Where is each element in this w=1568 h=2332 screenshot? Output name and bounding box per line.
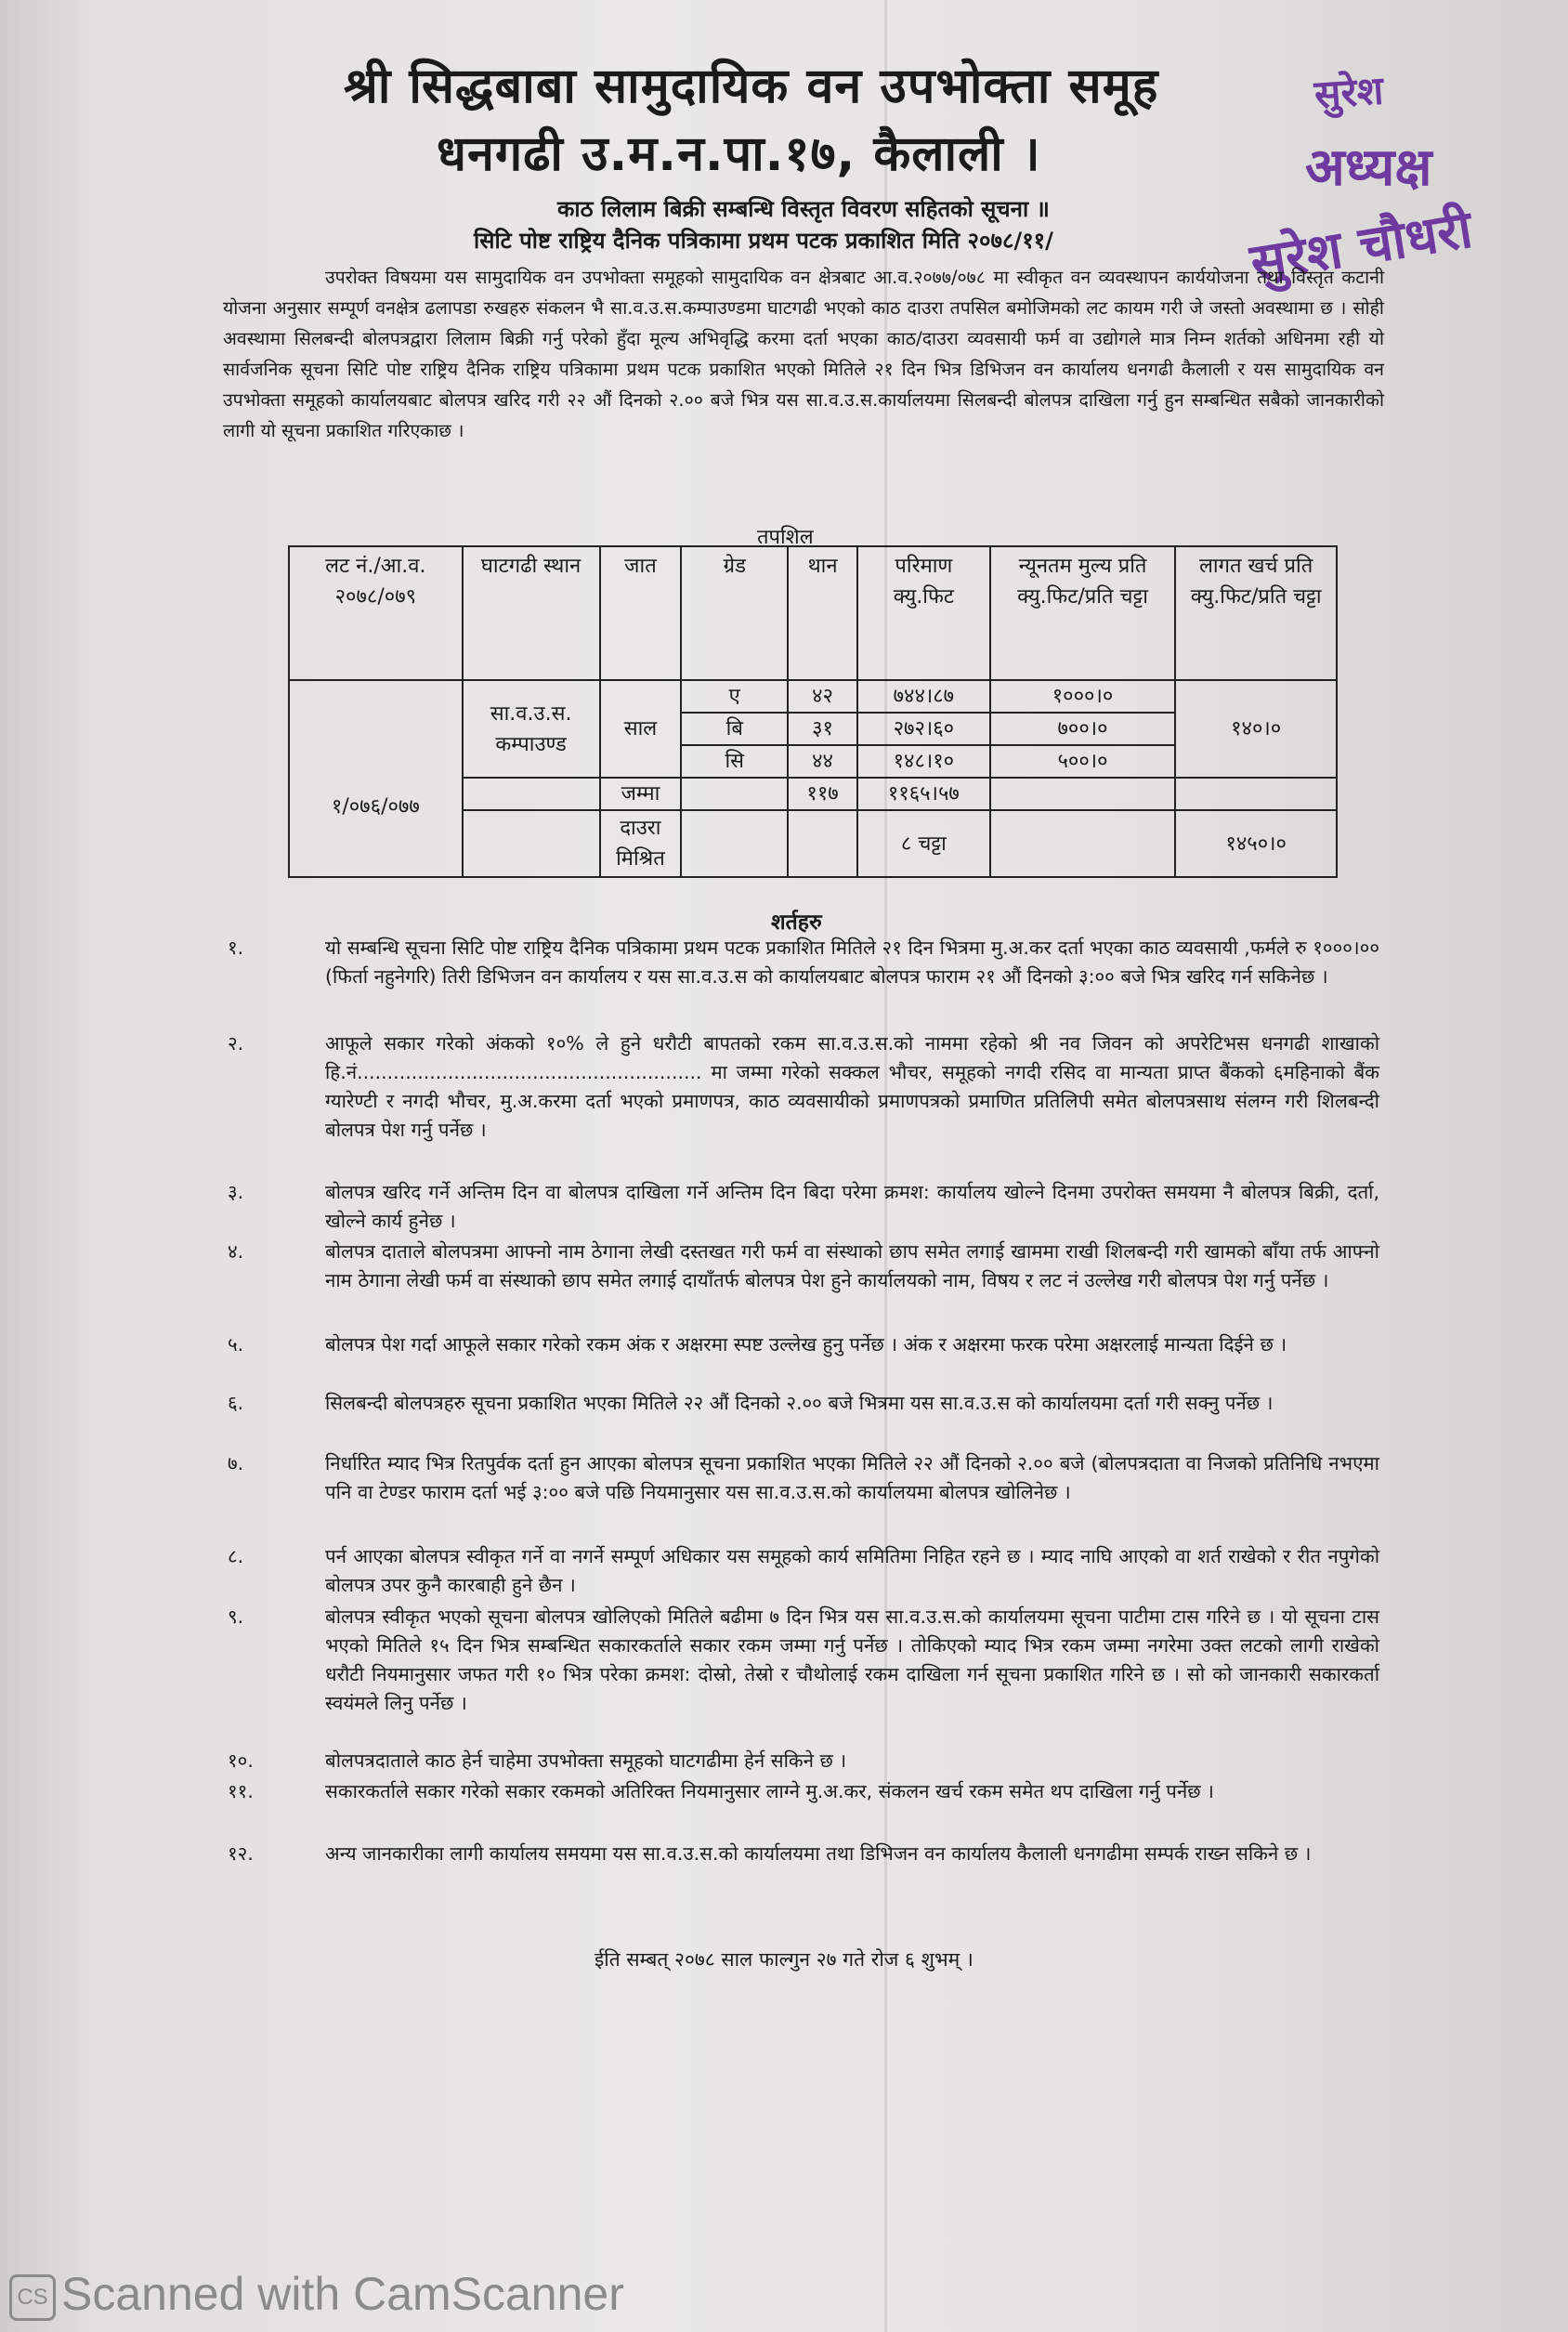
condition-number: ६. — [228, 1392, 244, 1414]
org-title: श्री सिद्धबाबा सामुदायिक वन उपभोक्ता समूह — [344, 59, 1159, 114]
closing-date-line: ईति सम्बत् २०७८ साल फाल्गुन २७ गते रोज ६ शुभम् । — [595, 1948, 973, 1971]
intro-paragraph: उपरोक्त विषयमा यस सामुदायिक वन उपभोक्ता समूहको सामुदायिक वन क्षेत्रबाट आ.व.२०७७/०७८ मा स्वीकृत वन व्यवस्थापन कार्ययोजना तथा विस्तृत कटानी योजना अनुसार सम्पूर्ण वनक्षेत्र ढलापडा रुखहरु संकलन भै सा.व.उ.स.कम्पाउण्डमा घाटगढी भएको काठ दाउरा तपसिल बमोजिमको लट कायम गरी जे जस्तो अवस्थामा छ । सोही अवस्थामा सिलबन्दी बोलपत्रद्वारा लिलाम बिक्री गर्नु परेको हुँदा मूल्य अभिवृद्धि करमा दर्ता भएका काठ/दाउरा व्यवसायी फर्म वा उद्योगले मात्र निम्न शर्तको अधिनमा रही यो सार्वजनिक सूचना सिटि पोष्ट राष्ट्रिय दैनिक राष्ट्रिय पत्रिकामा प्रथम पटक प्रकाशित भएको मितिले २१ दिन भित्र डिभिजन वन कार्यालय धनगढी कैलाली र यस सामुदायिक वन उपभोक्ता समूहको कार्यालयबाट बोलपत्र खरिद गरी २२ औं दिनको २.०० बजे भित्र यस सा.व.उ.स.कार्यालयमा सिलबन्दी बोलपत्र दाखिला गर्नु हुन सम्बन्धित सबैको जानकारीको लागी यो सूचना प्रकाशित गरिएकाछ । — [223, 267, 1384, 441]
condition-text: बोलपत्र खरिद गर्ने अन्तिम दिन वा बोलपत्र दाखिला गर्ने अन्तिम दिन बिदा परेमा क्रमश: कार्यालय खोल्ने दिनमा उपरोक्त समयमा नै बोलपत्र बिक्री, दर्ता, खोल्ने कार्य हुनेछ । — [325, 1181, 1379, 1232]
lot-number: १/०७६/०७७ — [289, 680, 463, 877]
col-logs: थान — [788, 546, 857, 680]
org-address: धनगढी उ.म.न.पा.१७, कैलाली । — [437, 126, 1041, 182]
species-cell: साल — [600, 680, 682, 778]
grade-cell: ए — [681, 680, 788, 713]
col-volume: परिमाण क्यु.फिट — [857, 546, 990, 680]
condition-text: बोलपत्र स्वीकृत भएको सूचना बोलपत्र खोलिएको मितिले बढीमा ७ दिन भित्र यस सा.व.उ.स.को कार्यालयमा सूचना पाटीमा टास गरिने छ । यो सूचना टास भएको मितिले १५ दिन भित्र सम्बन्धित सकारकर्ताले सकार रकम जम्मा गर्नु पर्नेछ । तोकिएको म्याद भित्र रकम जम्मा नगरेमा उक्त लटको लागी राखेको धरौटी नियमानुसार जफत गरी १० भित्र परेका क्रमश: दोस्रो, तेस्रो र चौथोलाई रकम दाखिला गर्न सूचना प्रकाशित गरिने छ । सो को जानकारी सकारकर्ता स्वयंमले लिनु पर्नेछ । — [325, 1605, 1379, 1714]
condition-number: ७. — [228, 1452, 244, 1474]
col-place: घाटगढी स्थान — [463, 546, 600, 680]
table-row — [289, 680, 1337, 713]
firewood-label: दाउरा मिश्रित — [600, 810, 682, 877]
condition-number: ४. — [228, 1240, 244, 1263]
col-min-price: न्यूनतम मुल्य प्रति क्यु.फिट/प्रति चट्टा — [990, 546, 1176, 680]
condition-number: ९. — [228, 1605, 244, 1628]
condition-number: २. — [228, 1032, 244, 1055]
col-cost: लागत खर्च प्रति क्यु.फिट/प्रति चट्टा — [1175, 546, 1337, 680]
table-header-row — [289, 546, 1337, 680]
publication-line: सिटि पोष्ट राष्ट्रिय दैनिक पत्रिकामा प्रथम पटक प्रकाशित मिति २०७८/११/ — [474, 228, 1053, 254]
firewood-cost: १४५०।० — [1175, 810, 1337, 877]
condition-number: ८. — [228, 1545, 244, 1567]
camscanner-watermark — [9, 2267, 624, 2321]
firewood-quantity: ८ चट्टा — [857, 810, 990, 877]
col-grade: ग्रेड — [681, 546, 788, 680]
camscanner-logo-icon: CS — [9, 2274, 56, 2321]
total-logs: ११७ — [788, 778, 857, 810]
notice-subtitle: काठ लिलाम बिक्री सम्बन्धि विस्तृत विवरण सहितको सूचना ॥ — [557, 196, 1050, 222]
condition-text: बोलपत्रदाताले काठ हेर्न चाहेमा उपभोक्ता समूहको घाटगढीमा हेर्न सकिने छ । — [325, 1749, 847, 1772]
volume-cell: २७२।६० — [857, 713, 990, 745]
condition-text: पर्न आएका बोलपत्र स्वीकृत गर्ने वा नगर्ने सम्पूर्ण अधिकार यस समूहको कार्य समितिमा निहित रहने छ । म्याद नाघि आएको वा शर्त राखेको र रीत नपुगेको बोलपत्र उपर कुनै कारबाही हुने छैन । — [325, 1545, 1379, 1596]
condition-text: सिलबन्दी बोलपत्रहरु सूचना प्रकाशित भएका मितिले २२ औं दिनको २.०० बजे भित्रमा यस सा.व.उ.स को कार्यालयमा दर्ता गरी सक्नु पर्नेछ । — [325, 1392, 1274, 1414]
condition-text: बोलपत्र दाताले बोलपत्रमा आफ्नो नाम ठेगाना लेखी दस्तखत गरी फर्म वा संस्थाको छाप समेत लगाई खाममा राखी शिलबन्दी गरी खामको बाँया तर्फ आफ्नो नाम ठेगाना लेखी फर्म वा संस्थाको छाप समेत लगाई दायाँतर्फ बोलपत्र पेश हुने कार्यालयको नाम, विषय र लट नं उल्लेख गरी बोलपत्र पेश गर्नु पर्नेछ । — [325, 1240, 1379, 1291]
condition-text: बोलपत्र पेश गर्दा आफूले सकार गरेको रकम अंक र अक्षरमा स्पष्ट उल्लेख हुनु पर्नेछ । अंक र अक्षरमा फरक परेमा अक्षरलाई मान्यता दिईने छ । — [325, 1333, 1287, 1356]
signature: सुरेश — [1313, 67, 1385, 118]
table-label: तपशिल — [757, 526, 814, 549]
min-price-cell: १०००।० — [990, 680, 1176, 713]
logs-cell: ४४ — [788, 745, 857, 778]
lot-details-table — [288, 545, 1338, 878]
condition-number: १. — [228, 937, 244, 959]
volume-cell: १४८।१० — [857, 745, 990, 778]
condition-number: ३. — [228, 1181, 244, 1203]
stamp-designation: अध्यक्ष — [1305, 138, 1432, 198]
place-cell: सा.व.उ.स. कम्पाउण्ड — [463, 680, 600, 778]
condition-text: यो सम्बन्धि सूचना सिटि पोष्ट राष्ट्रिय दैनिक पत्रिकामा प्रथम पटक प्रकाशित मितिले २१ दिन भित्रमा मु.अ.कर दर्ता भएका काठ व्यवसायी ,फर्मले रु १०००।०० (फिर्ता नहुनेगरि) तिरी डिभिजन वन कार्यालय र यस सा.व.उ.स को कार्यालयबाट बोलपत्र फाराम २१ औं दिनको ३:०० बजे भित्र खरिद गर्न सकिनेछ । — [325, 937, 1379, 988]
conditions-title: शर्तहरु — [771, 911, 822, 935]
condition-number: १०. — [228, 1749, 254, 1772]
cost-cell: १४०।० — [1175, 680, 1337, 778]
grade-cell: बि — [681, 713, 788, 745]
stamp-name: सुरेश चौधरी — [1246, 199, 1477, 295]
min-price-cell: ७००।० — [990, 713, 1176, 745]
volume-cell: ७४४।८७ — [857, 680, 990, 713]
condition-text: आफूले सकार गरेको अंकको १०% ले हुने धरौटी बापतको रकम सा.व.उ.स.को नाममा रहेको श्री नव जिवन को अपरेटिभस धनगढी शाखाको हि.नं......................................................... मा जम्मा गरेको सक्कल भौचर, समूहको नगदी रसिद वा मान्यता प्राप्त बैंकको ६महिनाको बैंक ग्यारेण्टी र नगदी भौचर, मु.अ.करमा दर्ता भएको प्रमाणपत्र, काठ व्यवसायीको प्रमाणपत्रको प्रमाणित प्रतिलिपी समेत बोलपत्रसाथ संलग्न गरी शिलबन्दी बोलपत्र पेश गर्नु पर्नेछ । — [325, 1032, 1379, 1141]
watermark-text: Scanned with CamScanner — [61, 2268, 624, 2320]
condition-text: निर्धारित म्याद भित्र रितपुर्वक दर्ता हुन आएका बोलपत्र सूचना प्रकाशित भएका मितिले २२ औं दिनको २.०० बजे (बोलपत्रदाता वा निजको प्रतिनिधि नभएमा पनि वा टेण्डर फाराम दर्ता भई ३:०० बजे पछि नियमानुसार यस सा.व.उ.स.को कार्यालयमा बोलपत्र खोलिनेछ । — [325, 1452, 1379, 1503]
total-volume: ११६५।५७ — [857, 778, 990, 810]
condition-number: १२. — [228, 1842, 254, 1865]
condition-number: ११. — [228, 1780, 254, 1802]
col-lot: लट नं./आ.व. २०७८/०७९ — [289, 546, 463, 680]
condition-text: अन्य जानकारीका लागी कार्यालय समयमा यस सा.व.उ.स.को कार्यालयमा तथा डिभिजन वन कार्यालय कैलाली धनगढीमा सम्पर्क राख्न सकिने छ । — [325, 1842, 1312, 1865]
total-label: जम्मा — [600, 778, 682, 810]
logs-cell: ३१ — [788, 713, 857, 745]
logs-cell: ४२ — [788, 680, 857, 713]
condition-number: ५. — [228, 1333, 244, 1356]
min-price-cell: ५००।० — [990, 745, 1176, 778]
grade-cell: सि — [681, 745, 788, 778]
condition-text: सकारकर्ताले सकार गरेको सकार रकमको अतिरिक्त नियमानुसार लाग्ने मु.अ.कर, संकलन खर्च रकम समेत थप दाखिला गर्नु पर्नेछ । — [325, 1780, 1214, 1802]
col-species: जात — [600, 546, 682, 680]
